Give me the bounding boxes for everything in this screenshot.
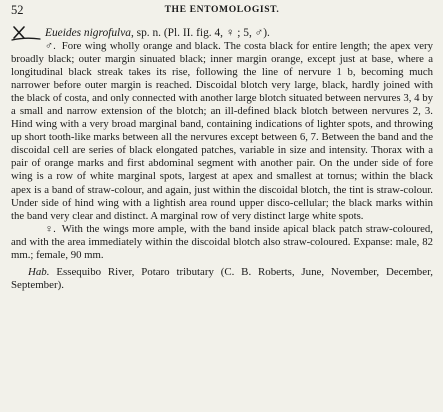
page-header <box>11 2 433 19</box>
female-description <box>11 223 433 262</box>
species-heading <box>11 27 433 40</box>
handwritten-cross-mark-icon <box>11 24 41 42</box>
species-name: Eueides nigrofulva <box>45 27 131 39</box>
female-description-text: With the wings more ample, with the band inside apical black patch straw-coloured, and with the area immediately within the discoidal blotch also straw-coloured. Expanse: male, 82 mm.; female, 90 mm. <box>11 222 433 261</box>
male-description-text: Fore wing wholly orange and black. The costa black for entire length; the apex very broadly black; outer margin sinuated black; inner margin orange, except just at base, where a longitudinal black streak takes its rise, following the line of nervure 1 b, becoming much narrower before outer margin is reached. Discoidal blotch very large, black, hardly joined with the black of costa, and only connected with another large blotch situated between nervures 3, 4 by a small and narrow extension of the blotch; an ill-defined black blotch between nervures 2, 3. Hind wing with a very broad marginal band, containing indications of lighter spots, and throwing up short tooth-like marks between all the nervures except between 6, 7. Between the band and the discoidal cell are series of black elongated patches, variable in size and intensity. Thorax with a pair of orange marks and first abdominal segment with another pair. On the under side of fore wing is a row of white marginal spots, largest at apex and smallest at tornus; within the black apex is a band of straw-colour, and again, just within the discoidal blotch, the tint is straw-colour. Under side of hind wing with a lightish area round upper disco-cellular; the black marks within the band very clear and distinct. A marginal row of very distinct large white spots. <box>11 40 433 222</box>
habitat-paragraph <box>11 266 433 292</box>
male-symbol: ♂. <box>45 40 56 52</box>
habitat-text: Essequibo River, Potaro tributary (C. B. Roberts, June, November, December, September). <box>11 265 434 291</box>
species-authority: , sp. n. (Pl. II. fig. 4, ♀ ; 5, ♂). <box>130 27 270 39</box>
male-description <box>11 40 433 223</box>
page-number: 52 <box>11 3 24 17</box>
habitat-label: Hab. <box>28 265 50 278</box>
female-symbol: ♀. <box>45 222 56 235</box>
running-head: THE ENTOMOLOGIST. <box>164 4 280 15</box>
